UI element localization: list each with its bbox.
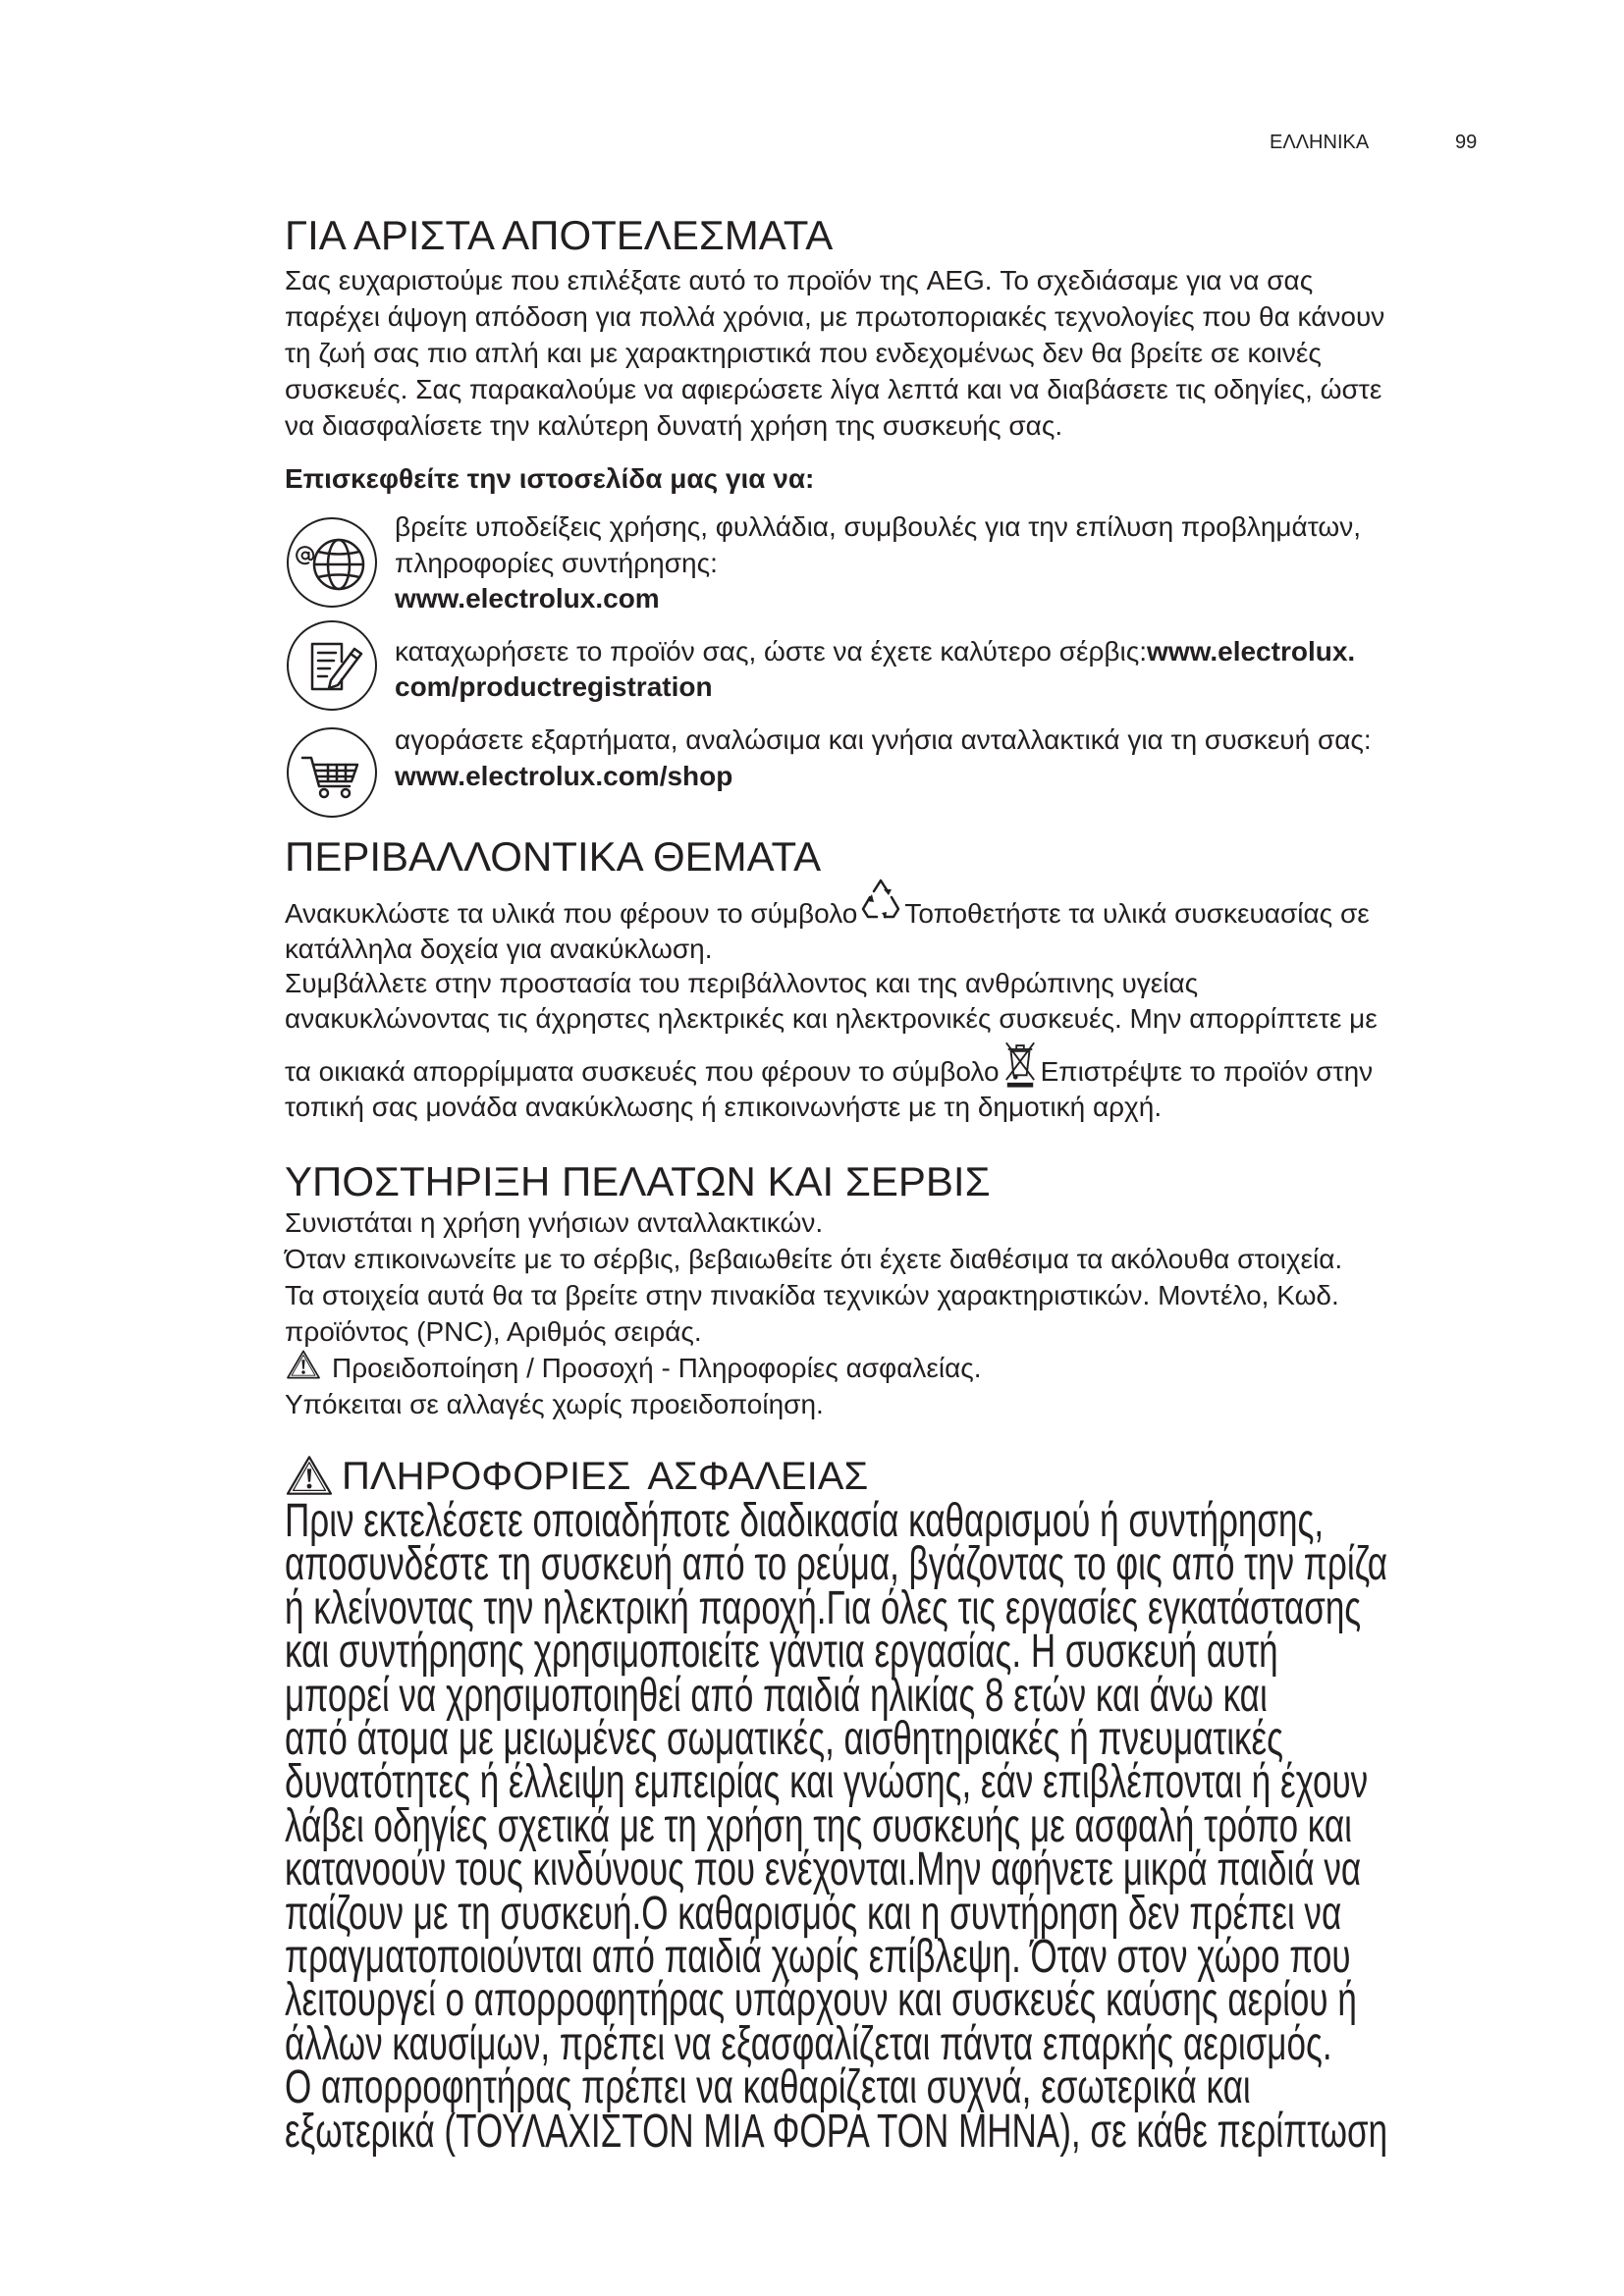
paragraph-line: συσκευές. Σας παρακαλούμε να αφιερώσετε λίγα λεπτά και να διαβάσετε τις οδηγίες, ώστε bbox=[285, 374, 1382, 404]
link-item-support bbox=[395, 509, 1361, 617]
environment-paragraph bbox=[285, 896, 1378, 1037]
safety-text-line: κατανοούν τους κινδύνους που ενέχονται.Μην αφήνετε μικρά παιδιά να bbox=[285, 1843, 1362, 1896]
paragraph-line: τη ζωή σας πιο απλή και με χαρακτηριστικά που ενδεχομένως δεν θα βρείτε σε κοινές bbox=[285, 338, 1322, 368]
safety-text-line: λάβει οδηγίες σχετικά με τη χρήση της συσκευής με ασφαλή τρόπο και bbox=[285, 1799, 1352, 1852]
crossed-out-bin-icon bbox=[1003, 1061, 1041, 1081]
safety-text-line: από άτομα με μειωμένες σωματικές, αισθητηριακές ή πνευματικές bbox=[285, 1713, 1284, 1766]
warning-note: Προειδοποίηση / Προσοχή - Πληροφορίες ασφαλείας. bbox=[332, 1353, 982, 1383]
language-label: ΕΛΛΗΝΙΚΑ bbox=[1270, 132, 1370, 153]
registration-link[interactable]: www.electrolux. bbox=[1147, 636, 1356, 667]
text-segment: Ανακυκλώστε τα υλικά που φέρουν το σύμβολο bbox=[285, 898, 858, 929]
safety-text-line: αποσυνδέστε τη συσκευή από το ρεύμα, βγάζοντας το φις από την πρίζα bbox=[285, 1538, 1388, 1591]
paragraph-line: κατάλληλα δοχεία για ανακύκλωση. bbox=[285, 933, 713, 964]
paragraph-line bbox=[285, 1054, 1373, 1090]
globe-icon bbox=[285, 515, 379, 610]
safety-text-line: παίζουν με τη συσκευή.Ο καθαρισμός και η συντήρηση δεν πρέπει να bbox=[285, 1887, 1342, 1940]
paragraph-line: παρέχει άψογη απόδοση για πολλά χρόνια, με πρωτοποριακές τεχνολογίες που θα κάνουν bbox=[285, 301, 1385, 332]
best-results-paragraph bbox=[285, 262, 1384, 444]
item-text-line: αγοράσετε εξαρτήματα, αναλώσιμα και γνήσια ανταλλακτικά για τη συσκευή σας: bbox=[395, 724, 1372, 755]
text-segment: Επιστρέψτε το προϊόν στην bbox=[1040, 1056, 1374, 1087]
safety-text-line: και συντήρησης χρησιμοποιείτε γάντια εργασίας. Η συσκευή αυτή bbox=[285, 1626, 1278, 1679]
safety-text-line: Ο απορροφητήρας πρέπει να καθαρίζεται συχνά, εσωτερικά και bbox=[285, 2061, 1251, 2114]
paragraph-line: Συνιστάται η χρήση γνήσιων ανταλλακτικών. bbox=[285, 1207, 824, 1238]
safety-text-line: μπορεί να χρησιμοποιηθεί από παιδιά ηλικίας 8 ετών και άνω και bbox=[285, 1669, 1268, 1722]
safety-text-line: πραγματοποιούνται από παιδιά χωρίς επίβλεψη. Όταν στον χώρο που bbox=[285, 1931, 1351, 1984]
text-segment: Τοποθετήστε τα υλικά συσκευασίας σε bbox=[904, 898, 1370, 929]
warning-note-line bbox=[285, 1350, 1342, 1386]
registration-icon bbox=[285, 618, 379, 713]
environment-title: ΠΕΡΙΒΑΛΛΟΝΤΙΚΑ ΘΕΜΑΤΑ bbox=[285, 833, 822, 880]
paragraph-line: τοπική σας μονάδα ανακύκλωσης ή επικοινωνήστε με τη δημοτική αρχή. bbox=[285, 1092, 1163, 1122]
paragraph-line: Τα στοιχεία αυτά θα τα βρείτε στην πινακίδα τεχνικών χαρακτηριστικών. Μοντέλο, Κωδ. bbox=[285, 1280, 1339, 1310]
support-title: ΥΠΟΣΤΗΡΙΞΗ ΠΕΛΑΤΩΝ ΚΑΙ ΣΕΡΒΙΣ bbox=[285, 1158, 991, 1204]
warning-icon bbox=[285, 1454, 334, 1497]
item-text-line bbox=[395, 634, 1355, 669]
item-text: καταχωρήσετε το προϊόν σας, ώστε να έχετε καλύτερο σέρβις: bbox=[395, 636, 1148, 667]
paragraph-line: να διασφαλίσετε την καλύτερη δυνατή χρήση της συσκευής σας. bbox=[285, 410, 1063, 441]
support-paragraph bbox=[285, 1204, 1342, 1422]
paragraph-line: Όταν επικοινωνείτε με το σέρβις, βεβαιωθείτε ότι έχετε διαθέσιμα τα ακόλουθα στοιχεία. bbox=[285, 1244, 1343, 1274]
safety-text-line: δυνατότητες ή έλλειψη εμπειρίας και γνώσης, εάν επιβλέπονται ή έχουν bbox=[285, 1756, 1369, 1809]
item-text-line: βρείτε υποδείξεις χρήσης, φυλλάδια, συμβουλές για την επίλυση προβλημάτων, bbox=[395, 511, 1362, 542]
environment-paragraph-end bbox=[285, 1054, 1373, 1125]
safety-title: ΠΛΗΡΟΦΟΡΙΕΣ ΑΣΦΑΛΕΙΑΣ bbox=[342, 1455, 869, 1498]
paragraph-line: προϊόντος (PNC), Αριθμός σειράς. bbox=[285, 1316, 702, 1347]
safety-text-line: εξωτερικά (ΤΟΥΛΑΧΙΣΤΟΝ ΜΙΑ ΦΟΡΑ ΤΟΝ ΜΗΝΑ), σε κάθε περίπτωση bbox=[285, 2105, 1388, 2158]
recycle-icon bbox=[861, 903, 904, 923]
warning-icon bbox=[285, 1358, 324, 1377]
best-results-title: ΓΙΑ ΑΡΙΣΤΑ ΑΠΟΤΕΛΕΣΜΑΤΑ bbox=[285, 212, 834, 258]
visit-website-heading: Επισκεφθείτε την ιστοσελίδα μας για να: bbox=[285, 463, 815, 494]
paragraph-line: ανακυκλώνοντας τις άχρηστες ηλεκτρικές και ηλεκτρονικές συσκευές. Μην απορρίπτετε με bbox=[285, 1003, 1378, 1035]
registration-link[interactable]: com/productregistration bbox=[395, 671, 713, 702]
shopping-cart-icon bbox=[285, 725, 379, 820]
safety-text-line: λειτουργεί ο απορροφητήρας υπάρχουν και συσκευές καύσης αερίου ή bbox=[285, 1974, 1357, 2027]
paragraph-line: Υπόκειται σε αλλαγές χωρίς προειδοποίηση. bbox=[285, 1389, 824, 1419]
link-item-registration bbox=[395, 634, 1355, 705]
safety-text-line: άλλων καυσίμων, πρέπει να εξασφαλίζεται πάντα επαρκής αερισμός. bbox=[285, 2017, 1332, 2070]
item-text-line: πληροφορίες συντήρησης: bbox=[395, 547, 718, 578]
text-segment: τα οικιακά απορρίμματα συσκευές που φέρουν το σύμβολο bbox=[285, 1056, 1000, 1087]
paragraph-line: Σας ευχαριστούμε που επιλέξατε αυτό το προϊόν της AEG. Το σχεδιάσαμε για να σας bbox=[285, 265, 1314, 295]
shop-link[interactable]: www.electrolux.com/shop bbox=[395, 761, 733, 791]
safety-text-line: Πριν εκτελέσετε οποιαδήποτε διαδικασία καθαρισμού ή συντήρησης, bbox=[285, 1495, 1325, 1547]
link-item-shop bbox=[395, 721, 1372, 794]
safety-text-line: ή κλείνοντας την ηλεκτρική παροχή.Για όλες τις εργασίες εγκατάστασης bbox=[285, 1581, 1362, 1634]
website-link[interactable]: www.electrolux.com bbox=[395, 583, 660, 614]
paragraph-line bbox=[285, 896, 1378, 932]
safety-paragraph bbox=[285, 1495, 1475, 2158]
page-number: 99 bbox=[1455, 132, 1478, 153]
paragraph-line: Συμβάλλετε στην προστασία του περιβάλλοντος και της ανθρώπινης υγείας bbox=[285, 968, 1199, 999]
